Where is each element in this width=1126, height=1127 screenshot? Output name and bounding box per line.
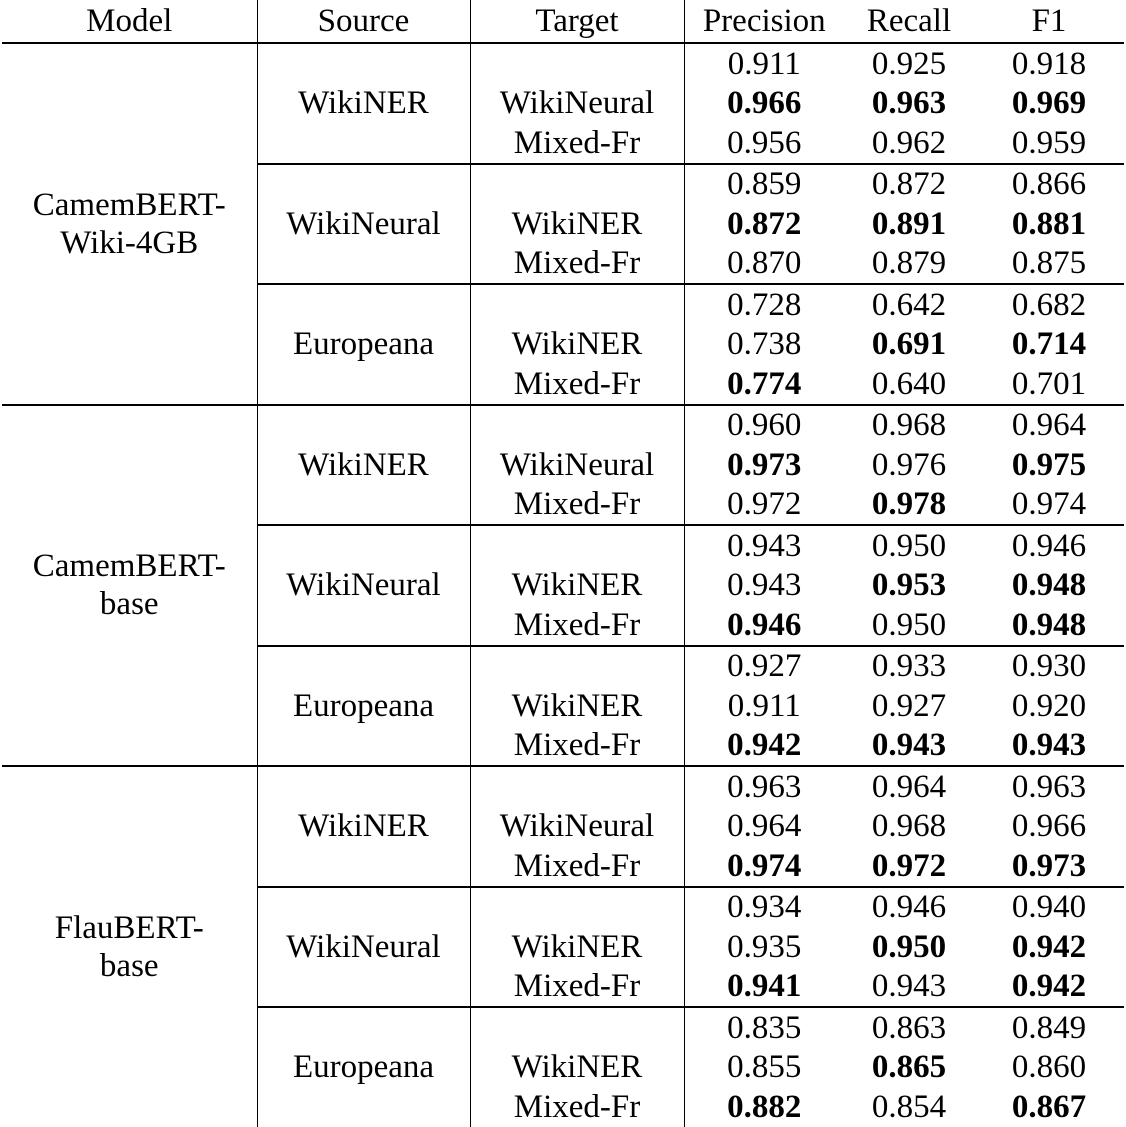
model-name-line: CamemBERT-	[32, 186, 226, 223]
table-row	[2, 405, 1124, 446]
f1-cell: 0.974	[974, 485, 1124, 526]
f1-cell: 0.943	[974, 726, 1124, 767]
f1-cell: 0.867	[1011, 1088, 1087, 1125]
precision-cell: 0.943	[727, 567, 802, 604]
results-table	[2, 0, 1124, 1127]
target-cell: Mixed-Fr	[470, 244, 684, 285]
model-cell	[2, 405, 257, 767]
source-cell: WikiNER	[257, 766, 470, 887]
header-row	[2, 0, 1124, 43]
target-cell: WikiNER	[470, 686, 684, 726]
target-cell	[470, 766, 684, 807]
recall-cell: 0.872	[871, 166, 947, 203]
target-cell: Mixed-Fr	[470, 726, 684, 767]
header-source: Source	[257, 0, 470, 43]
f1-cell: 0.942	[974, 967, 1124, 1008]
recall-cell: 0.963	[871, 85, 947, 122]
target-cell: WikiNER	[470, 1048, 684, 1088]
f1-cell: 0.701	[974, 364, 1124, 405]
recall-cell: 0.925	[871, 45, 947, 82]
target-cell: WikiNeural	[470, 84, 684, 124]
f1-cell: 0.881	[1011, 205, 1087, 242]
model-cell	[2, 43, 257, 405]
precision-cell: 0.963	[727, 768, 802, 805]
precision-cell: 0.859	[727, 166, 802, 203]
f1-cell: 0.975	[1011, 446, 1087, 483]
target-cell: Mixed-Fr	[470, 846, 684, 887]
model-name-line: Wiki-4GB	[60, 224, 199, 261]
source-cell: Europeana	[257, 284, 470, 405]
target-cell	[470, 646, 684, 687]
f1-cell: 0.920	[1011, 687, 1087, 724]
precision-cell: 0.973	[727, 446, 802, 483]
target-cell: WikiNER	[470, 325, 684, 365]
recall-cell: 0.854	[871, 1088, 947, 1125]
target-cell	[470, 164, 684, 205]
f1-cell: 0.948	[1011, 567, 1087, 604]
f1-cell: 0.959	[974, 123, 1124, 164]
precision-cell: 0.966	[727, 85, 802, 122]
caption-fragment	[0, 1104, 1126, 1118]
recall-cell: 0.972	[844, 846, 974, 887]
header-precision: Precision	[684, 0, 844, 43]
recall-cell: 0.933	[871, 648, 947, 685]
f1-cell: 0.849	[1011, 1009, 1087, 1046]
source-cell: Europeana	[257, 1007, 470, 1127]
recall-cell: 0.891	[871, 205, 947, 242]
table-body	[2, 43, 1124, 1127]
recall-cell: 0.978	[844, 485, 974, 526]
target-cell	[470, 1007, 684, 1048]
precision-cell: 0.911	[727, 687, 801, 724]
precision-cell: 0.941	[684, 967, 844, 1008]
precision-cell: 0.974	[684, 846, 844, 887]
f1-cell: 0.964	[1011, 407, 1087, 444]
f1-cell: 0.682	[1011, 286, 1087, 323]
recall-cell: 0.950	[844, 605, 974, 646]
model-name-line: base	[99, 586, 159, 623]
f1-cell: 0.963	[1011, 768, 1087, 805]
f1-cell: 0.875	[974, 244, 1124, 285]
precision-cell: 0.927	[727, 648, 802, 685]
target-cell	[470, 43, 684, 84]
f1-cell: 0.918	[1011, 45, 1087, 82]
source-cell: WikiNeural	[257, 525, 470, 646]
precision-cell: 0.882	[727, 1088, 802, 1125]
precision-cell: 0.942	[684, 726, 844, 767]
header-model: Model	[2, 0, 257, 43]
target-cell: WikiNER	[470, 566, 684, 606]
target-cell: WikiNER	[470, 927, 684, 967]
target-cell	[470, 284, 684, 325]
recall-cell: 0.865	[871, 1049, 947, 1086]
precision-cell: 0.960	[727, 407, 802, 444]
precision-cell: 0.855	[727, 1049, 802, 1086]
precision-cell: 0.964	[727, 808, 802, 845]
precision-cell: 0.738	[727, 326, 802, 363]
recall-cell: 0.640	[844, 364, 974, 405]
precision-cell: 0.935	[727, 928, 802, 965]
header-recall: Recall	[844, 0, 974, 43]
header-target: Target	[470, 0, 684, 43]
precision-cell: 0.956	[684, 123, 844, 164]
recall-cell: 0.950	[871, 928, 947, 965]
precision-cell: 0.946	[684, 605, 844, 646]
f1-cell: 0.714	[1011, 326, 1087, 363]
header-f1: F1	[974, 0, 1124, 43]
table-row	[2, 766, 1124, 807]
table-row	[2, 43, 1124, 84]
target-cell: Mixed-Fr	[470, 364, 684, 405]
recall-cell: 0.953	[871, 567, 947, 604]
f1-cell: 0.966	[1011, 808, 1087, 845]
recall-cell: 0.927	[871, 687, 947, 724]
recall-cell: 0.968	[871, 808, 947, 845]
precision-cell: 0.774	[684, 364, 844, 405]
source-cell: Europeana	[257, 646, 470, 767]
f1-cell: 0.946	[1011, 527, 1087, 564]
f1-cell: 0.948	[974, 605, 1124, 646]
precision-cell: 0.870	[684, 244, 844, 285]
target-cell: WikiNeural	[470, 807, 684, 847]
target-cell	[470, 525, 684, 566]
target-cell: Mixed-Fr	[470, 1087, 684, 1127]
f1-cell: 0.866	[1011, 166, 1087, 203]
recall-cell: 0.879	[844, 244, 974, 285]
recall-cell: 0.950	[871, 527, 947, 564]
recall-cell: 0.946	[871, 889, 947, 926]
precision-cell: 0.835	[727, 1009, 802, 1046]
target-cell: WikiNER	[470, 204, 684, 244]
recall-cell: 0.962	[844, 123, 974, 164]
recall-cell: 0.691	[871, 326, 947, 363]
model-name-line: FlauBERT-	[54, 909, 204, 946]
source-cell: WikiNER	[257, 43, 470, 164]
target-cell: Mixed-Fr	[470, 967, 684, 1008]
recall-cell: 0.863	[871, 1009, 947, 1046]
model-cell	[2, 766, 257, 1127]
source-cell: WikiNeural	[257, 887, 470, 1008]
target-cell: WikiNeural	[470, 445, 684, 485]
f1-cell: 0.860	[1011, 1049, 1087, 1086]
recall-cell: 0.943	[844, 967, 974, 1008]
f1-cell: 0.930	[1011, 648, 1087, 685]
precision-cell: 0.972	[684, 485, 844, 526]
f1-cell: 0.940	[1011, 889, 1087, 926]
recall-cell: 0.968	[871, 407, 947, 444]
recall-cell: 0.976	[871, 446, 947, 483]
recall-cell: 0.642	[871, 286, 947, 323]
precision-cell: 0.943	[727, 527, 802, 564]
recall-cell: 0.964	[871, 768, 947, 805]
source-cell: WikiNER	[257, 405, 470, 526]
target-cell: Mixed-Fr	[470, 123, 684, 164]
precision-cell: 0.934	[727, 889, 802, 926]
target-cell	[470, 405, 684, 446]
target-cell: Mixed-Fr	[470, 605, 684, 646]
target-cell: Mixed-Fr	[470, 485, 684, 526]
model-name-line: base	[99, 947, 159, 984]
recall-cell: 0.943	[844, 726, 974, 767]
precision-cell: 0.872	[727, 205, 802, 242]
model-name-line: CamemBERT-	[32, 548, 226, 585]
precision-cell: 0.728	[727, 286, 802, 323]
target-cell	[470, 887, 684, 928]
f1-cell: 0.942	[1011, 928, 1087, 965]
precision-cell: 0.911	[727, 45, 801, 82]
f1-cell: 0.973	[974, 846, 1124, 887]
source-cell: WikiNeural	[257, 164, 470, 285]
f1-cell: 0.969	[1011, 85, 1087, 122]
